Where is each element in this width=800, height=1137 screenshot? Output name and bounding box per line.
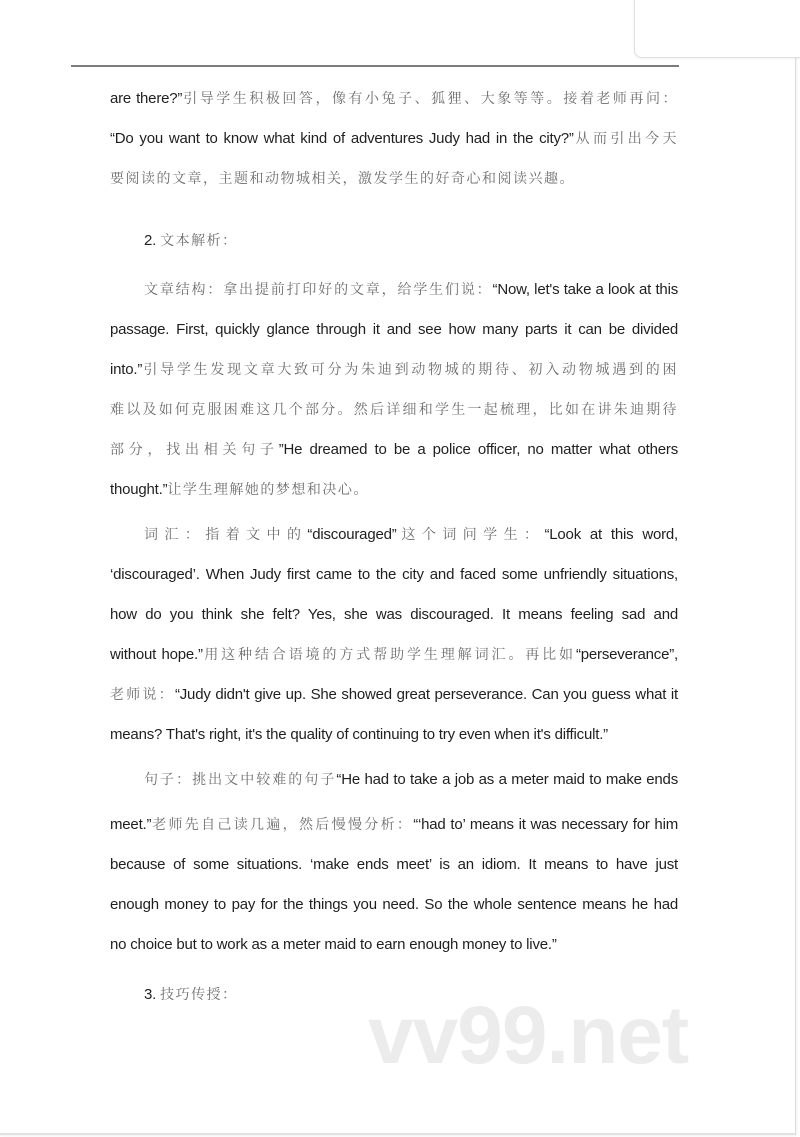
text-line — [110, 724, 678, 746]
text-line — [110, 934, 678, 956]
english-text: how do you think she felt? Yes, she was discouraged. It means feeling sad and — [110, 606, 678, 623]
text-line — [110, 854, 678, 876]
english-text: ”He dreamed to be a police officer, no matter what others — [278, 441, 678, 458]
page-corner-tab — [634, 0, 800, 58]
text-line — [110, 769, 678, 791]
english-text: thought.” — [110, 481, 168, 498]
chinese-text: 难以及如何克服困难这几个部分。然后详细和学生一起梳理，比如在讲朱迪期待 — [110, 402, 678, 418]
chinese-text: 要阅读的文章，主题和动物城相关，激发学生的好奇心和阅读兴趣。 — [110, 171, 575, 187]
text-line — [110, 479, 678, 501]
text-line — [110, 604, 678, 626]
english-text: without hope.” — [110, 646, 203, 663]
english-text: no choice but to work as a meter maid to earn enough money to live.” — [110, 936, 557, 953]
text-line — [110, 814, 678, 836]
section-title: 技巧传授： — [160, 987, 238, 1003]
text-line — [110, 564, 678, 586]
english-text: “perseverance”, — [575, 646, 678, 663]
chinese-text: 词汇：指着文中的 — [144, 527, 308, 543]
english-text: into.” — [110, 361, 143, 378]
english-text: passage. First, quickly glance through it and see how many parts it can be divided — [110, 321, 678, 338]
text-line — [110, 88, 678, 110]
text-line — [110, 399, 678, 421]
english-text: meet.” — [110, 816, 152, 833]
text-line — [110, 894, 678, 916]
chinese-text: 句子：挑出文中较难的句子 — [144, 772, 337, 788]
english-text: ‘discouraged’. When Judy first came to the city and faced some unfriendly situations, — [110, 566, 678, 583]
text-line — [110, 524, 678, 546]
text-line — [110, 684, 678, 706]
text-line — [110, 319, 678, 341]
chinese-text: 引导学生积极回答，像有小兔子、狐狸、大象等等。接着老师再问： — [182, 91, 678, 107]
text-line — [110, 128, 678, 150]
english-text: “Look at this word, — [544, 526, 679, 543]
section-number: 3. — [144, 986, 161, 1003]
english-text: means? That's right, it's the quality of continuing to try even when it's difficult.” — [110, 726, 608, 743]
text-line — [110, 644, 678, 666]
chinese-text: 部分，找出相关句子 — [110, 442, 279, 458]
english-text: because of some situations. ‘make ends meet’ is an idiom. It means to have just — [110, 856, 678, 873]
text-line — [110, 439, 678, 461]
chinese-text: 老师先自己读几遍，然后慢慢分析： — [151, 817, 414, 833]
text-line — [110, 168, 678, 190]
chinese-text: 从而引出今天 — [573, 131, 678, 147]
header-rule — [71, 65, 679, 67]
chinese-text: 用这种结合语境的方式帮助学生理解词汇。再比如 — [202, 647, 576, 663]
english-text: “Do you want to know what kind of adventures Judy had in the city?” — [110, 130, 574, 147]
section-heading — [110, 230, 712, 252]
english-text: “‘had to’ means it was necessary for him — [413, 816, 678, 833]
watermark: vv99.net — [368, 990, 689, 1081]
english-text: “Judy didn't give up. She showed great perseverance. Can you guess what it — [174, 686, 678, 703]
chinese-text: 这个词问学生： — [396, 527, 545, 543]
chinese-text: 老师说： — [110, 687, 175, 703]
english-text: “Now, let's take a look at this — [492, 281, 679, 298]
english-text: “discouraged” — [307, 526, 397, 543]
text-line — [110, 279, 678, 301]
chinese-text: 文章结构：拿出提前打印好的文章，给学生们说： — [144, 282, 493, 298]
english-text: “He had to take a job as a meter maid to make ends — [336, 771, 678, 788]
chinese-text: 让学生理解她的梦想和决心。 — [167, 482, 369, 498]
section-number: 2. — [144, 232, 161, 249]
english-text: are there?” — [110, 90, 183, 107]
chinese-text: 引导学生发现文章大致可分为朱迪到动物城的期待、初入动物城遇到的困 — [142, 362, 678, 378]
section-title: 文本解析： — [160, 233, 238, 249]
text-line — [110, 359, 678, 381]
english-text: enough money to pay for the things you need. So the whole sentence means he had — [110, 896, 678, 913]
